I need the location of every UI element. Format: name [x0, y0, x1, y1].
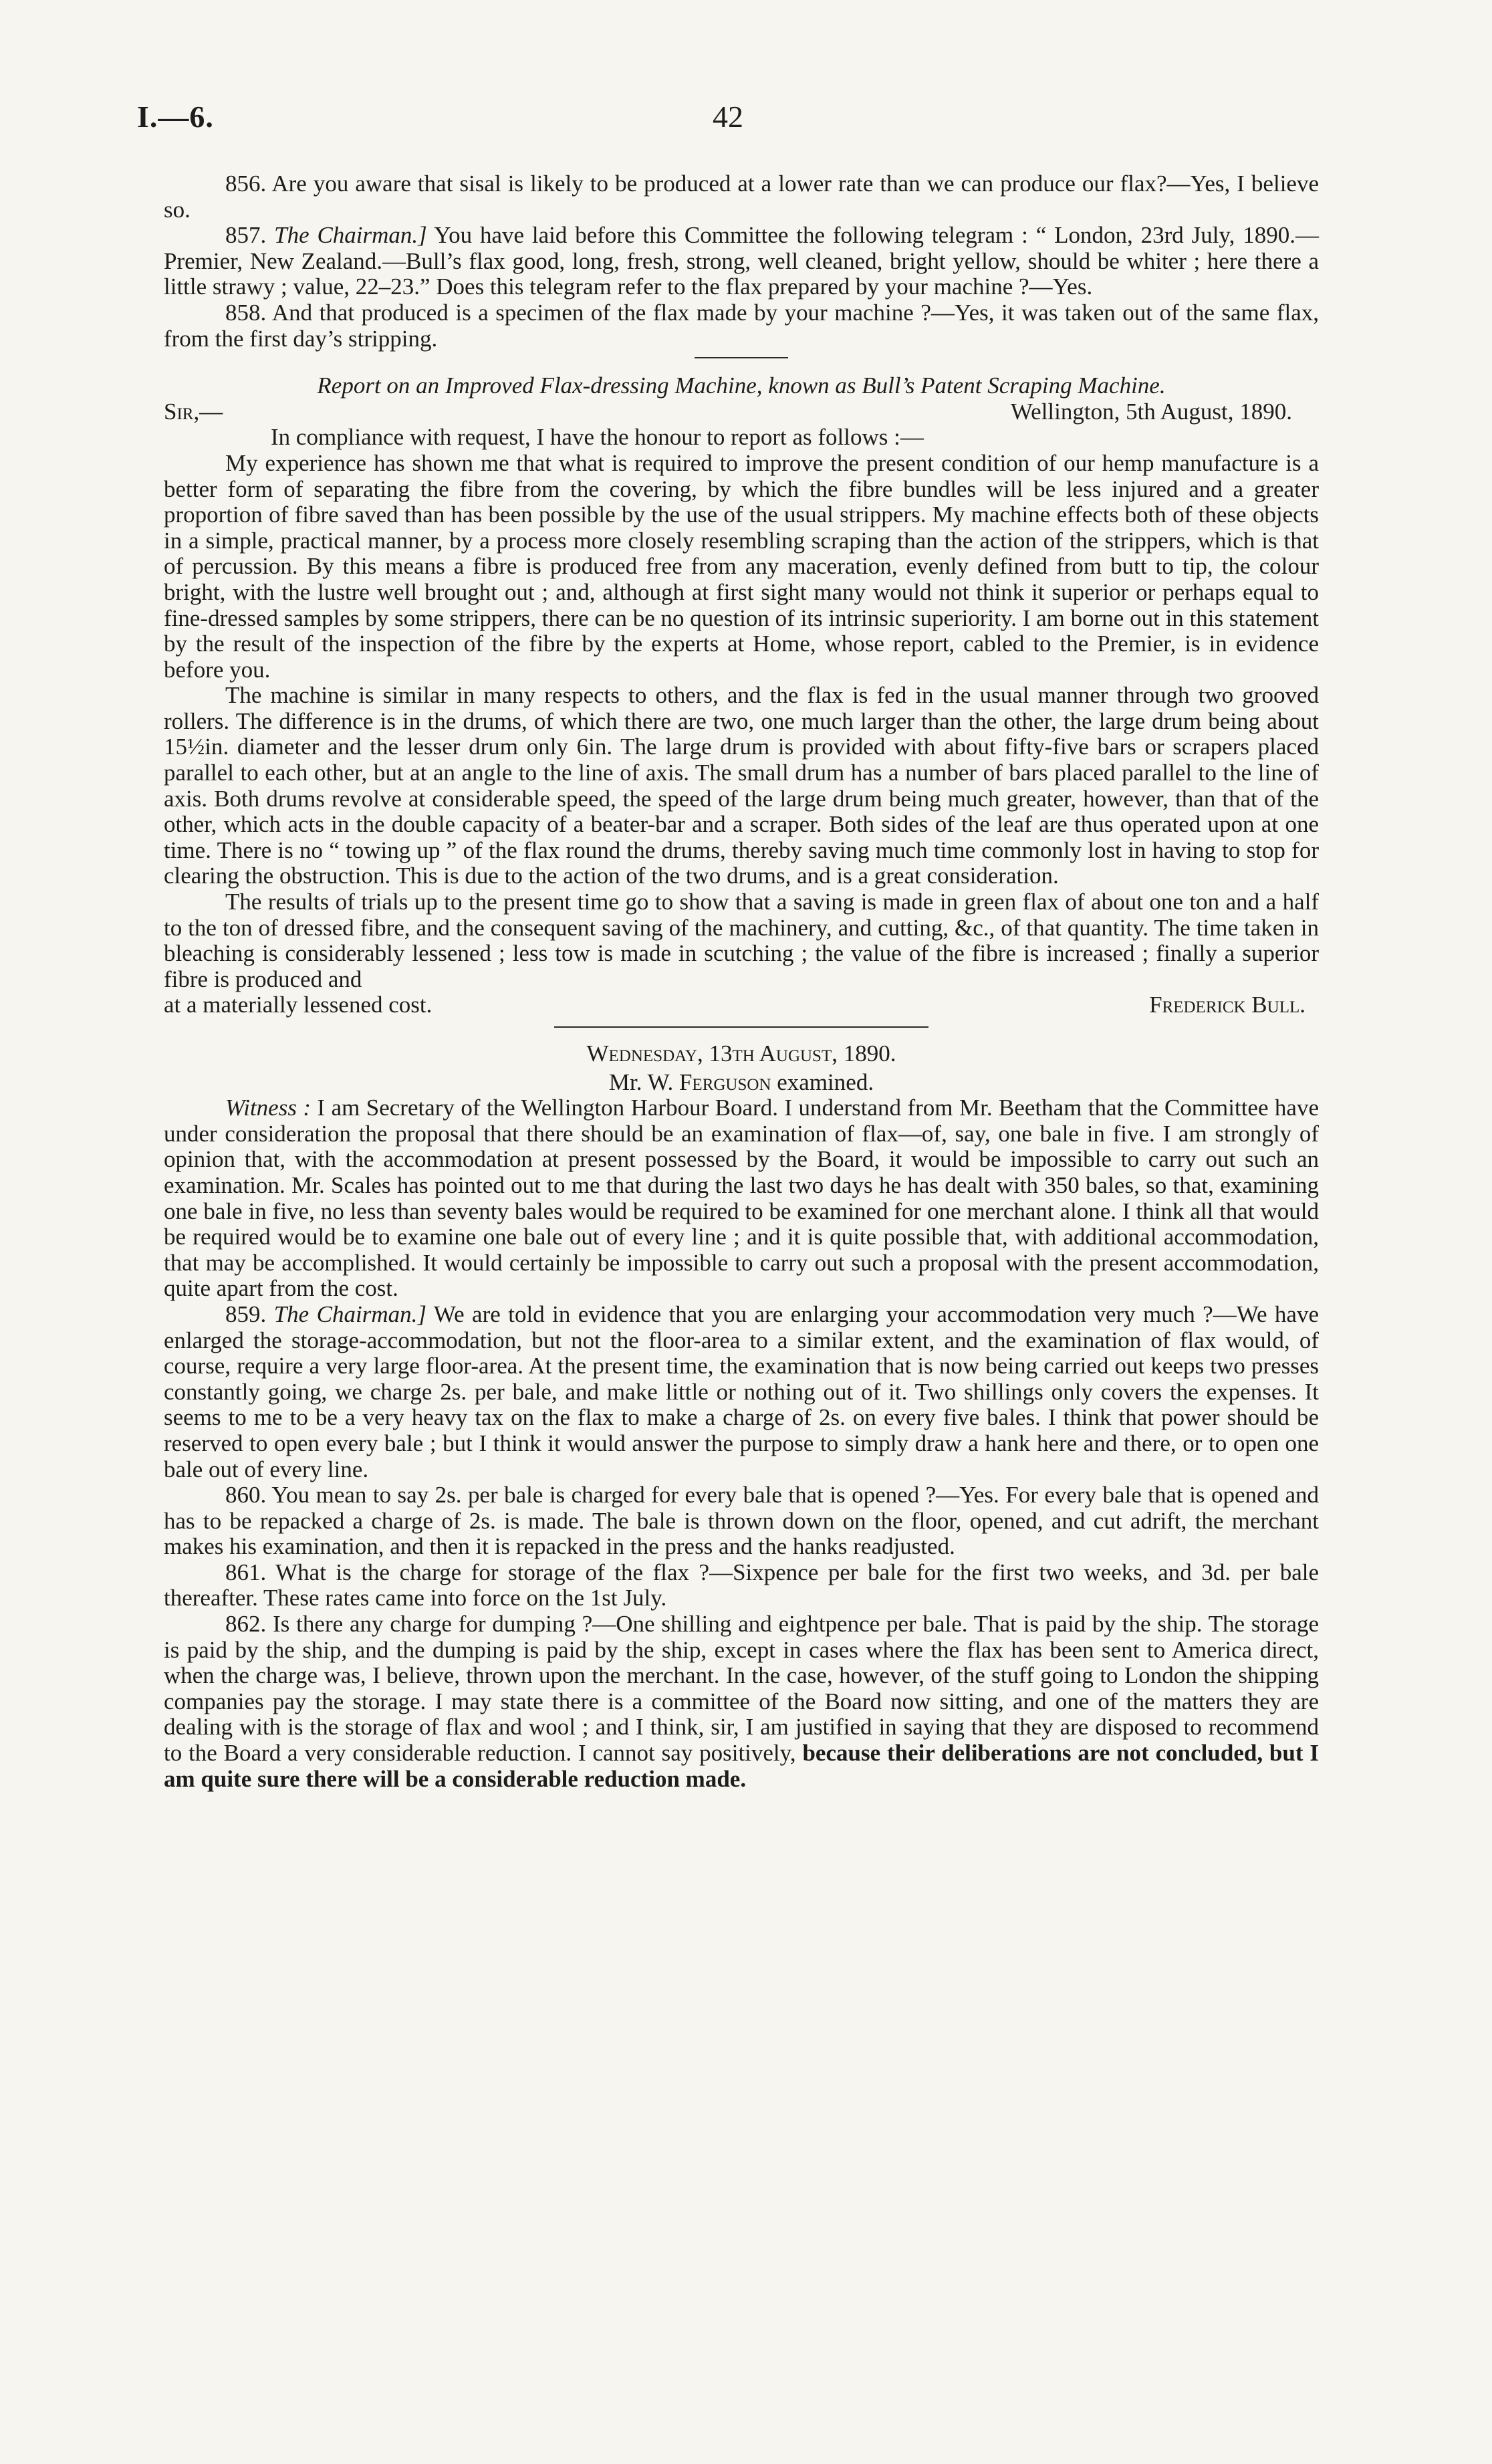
witness-text: I am Secretary of the Wellington Harbour Board. I understand from Mr. Beetham that the Committee have under consideration the proposal that there should be an examination of flax—of, say, one bale in five. I am strongly of opinion that, with the accommodation at present possessed by the Board, it would be impossible to carry out such an examination. Mr. Scales has pointed out to me that during the last two days he has dealt with 350 bales, so that, examining one bale in five, no less than seventy bales would be required to be examined for one merchant alone. I think all that would be required would be to examine one bale out of every line ; and it is quite possible that, with additional accommodation, that may be accomplished. It would certainly be impossible to carry out such a proposal with the present accommodation, quite apart from the cost.: [164, 1095, 1319, 1302]
question-859: [164, 1302, 1319, 1482]
report-title: Report on an Improved Flax-dressing Machine, known as Bull’s Patent Scraping Machine.: [317, 372, 1166, 399]
report-paragraph-3-end: at a materially lessened cost.: [164, 992, 432, 1018]
page-header: [137, 99, 1319, 139]
question-text: You have laid before this Committee the following telegram : “ London, 23rd July, 1890.—Premier, New Zealand.—Bull’s flax good, long, fresh, strong, well cleaned, bright yellow, should be whiter ; here there a little strawy ; value, 22–23.” Does this telegram refer to the flax prepared by your machine ?—Yes.: [164, 222, 1320, 300]
salutation: Sir,—: [164, 398, 223, 425]
question-number: 857.: [225, 222, 267, 249]
question-860: 860. You mean to say 2s. per bale is charged for every bale that is opened ?—Yes. For every bale that is opened and has to be repacked a charge of 2s. is made. The bale is thrown down on the floor, opened, and cut adrift, the merchant makes his examination, and then it is repacked in the press and the hanks readjusted.: [164, 1482, 1319, 1560]
page-number: 42: [713, 100, 743, 134]
question-858: 858. And that produced is a specimen of the flax made by your machine ?—Yes, it was taken out of the same flax, from the first day’s stripping.: [164, 299, 1319, 352]
report-paragraph-2: The machine is similar in many respects to others, and the flax is fed in the usual manner through two grooved rollers. The difference is in the drums, of which there are two, one much larger than the other, the large drum being about 15½in. diameter and the lesser drum only 6in. The large drum is provided with about fifty-five bars or scrapers placed parallel to each other, but at an angle to the line of axis. The small drum has a number of bars placed parallel to the line of axis. Both drums revolve at considerable speed, the speed of the large drum being much greater, however, than that of the other, which acts in the double capacity of a beater-bar and a scraper. Both sides of the leaf are thus operated upon at one time. There is no “ towing up ” of the flax round the drums, thereby saving much time commonly lost in having to stop for clearing the obstruction. This is due to the action of the two drums, and is a great consideration.: [164, 682, 1319, 889]
witness-status: examined.: [771, 1069, 874, 1095]
speaker-label: The Chairman.]: [274, 222, 427, 249]
question-856: 856. Are you aware that sisal is likely to be produced at a lower rate than we can produce our flax?—Yes, I believe so.: [164, 171, 1319, 223]
report-salutation-line: [164, 399, 1319, 425]
report-intro: In compliance with request, I have the honour to report as follows :—: [271, 424, 924, 451]
section-divider: [695, 357, 788, 358]
question-number: 859.: [225, 1301, 267, 1327]
question-text-bold: because their deliberations are not concluded, but I am quite sure there will be a considerable reduction made.: [164, 1740, 1319, 1792]
report-paragraph-3: The results of trials up to the present time go to show that a saving is made in green flax of about one ton and a half to the ton of dressed fibre, and the consequent saving of the machinery, and cutting, &c., of that quantity. The time taken in bleaching is considerably lessened ; less tow is made in scutching ; the value of the fibre is increased ; finally a superior fibre is produced and: [164, 889, 1319, 992]
speaker-label: The Chairman.]: [273, 1301, 427, 1327]
witness-statement: [164, 1095, 1319, 1302]
report-signature-line: [164, 992, 1319, 1018]
session-date-heading: Wednesday, 13th August, 1890.: [586, 1040, 896, 1067]
page-body: [164, 171, 1319, 1792]
document-reference: I.—6.: [137, 100, 214, 134]
question-text: We are told in evidence that you are enlarging your accommodation very much ?—We have enlarged the storage-accommodation, but not the floor-area to a similar extent, and the examination of flax would, of course, require a very large floor-area. At the present time, the examination that is now being carried out keeps two presses constantly going, we charge 2s. per bale, and make little or nothing out of it. Two shillings only covers the expenses. It seems to me to be a very heavy tax on the flax to make a charge of 2s. on every five bales. I think that power should be reserved to open every bale ; but I think it would answer the purpose to simply draw a hank here and there, or to open one bale out of every line.: [164, 1301, 1320, 1482]
report-signature: Frederick Bull.: [1149, 992, 1306, 1018]
witness-heading: [164, 1070, 1319, 1096]
report-place-date: Wellington, 5th August, 1890.: [1010, 398, 1292, 425]
question-text: 862. Is there any charge for dumping ?—One shilling and eightpence per bale. That is paid by the ship. The storage is paid by the ship, and the dumping is paid by the ship, except in cases where the flax has been sent to America direct, when the charge was, I believe, thrown upon the merchant. In the case, however, of the stuff going to London the shipping companies pay the storage. I may state there is a committee of the Board now sitting, and one of the matters they are dealing with is the storage of flax and wool ; and I think, sir, I am justified in saying that they are disposed to recommend to the Board a very considerable reduction. I cannot say positively,: [164, 1611, 1319, 1767]
witness-title: Mr. W.: [608, 1069, 674, 1095]
report-paragraph-1: My experience has shown me that what is required to improve the present condition of our hemp manufacture is a better form of separating the fibre from the covering, by which the fibre bundles will be less injured and a greater proportion of fibre saved than has been possible by the use of the usual strippers. My machine effects both of these objects in a simple, practical manner, by a process more closely resembling scraping than the action of the strippers, which is that of percussion. By this means a fibre is produced free from any maceration, evenly defined from butt to tip, the colour bright, with the lustre well brought out ; and, although at first sight many would not think it superior or perhaps equal to fine-dressed samples by some strippers, there can be no question of its intrinsic superiority. I am borne out in this statement by the result of the inspection of the fibre by the experts at Home, whose report, cabled to the Premier, is in evidence before you.: [164, 449, 1319, 683]
witness-label: Witness :: [225, 1095, 312, 1121]
question-862: [164, 1611, 1319, 1792]
question-861: 861. What is the charge for storage of the flax ?—Sixpence per bale for the first two weeks, and 3d. per bale thereafter. These rates came into force on the 1st July.: [164, 1559, 1319, 1611]
witness-name: Ferguson: [678, 1069, 771, 1095]
section-divider: [554, 1026, 928, 1028]
question-857: [164, 223, 1319, 300]
